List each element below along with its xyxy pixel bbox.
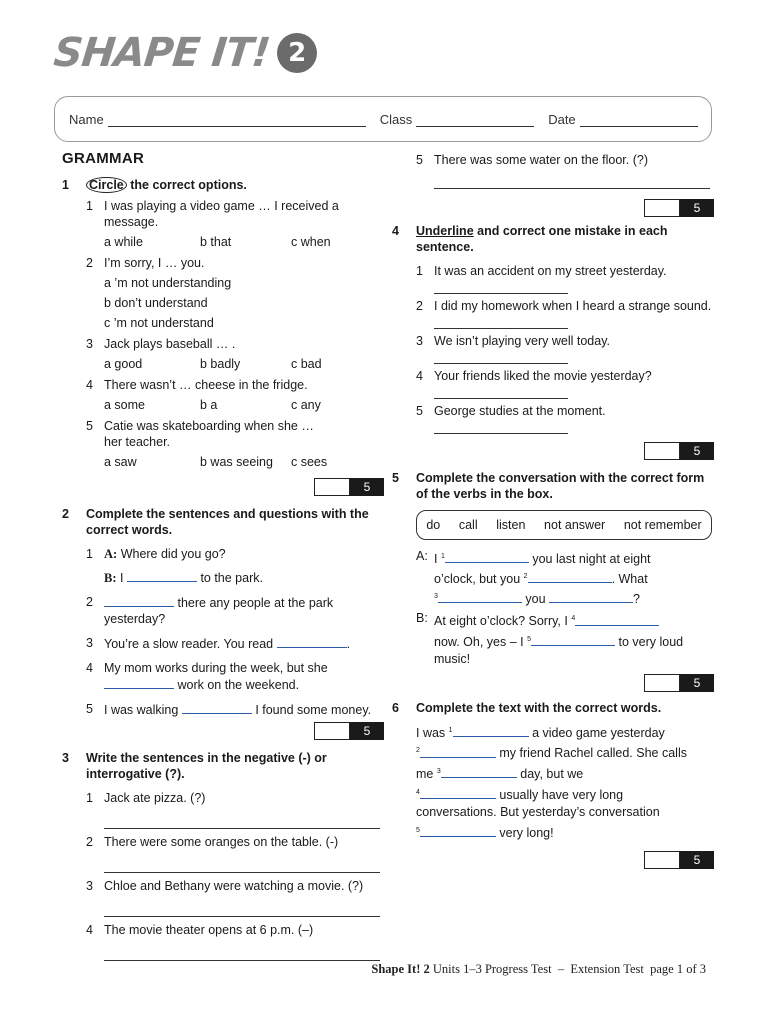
name-field[interactable] — [69, 112, 366, 127]
exercise-6 — [392, 700, 714, 869]
footer-units: Units 1–3 Progress Test — [432, 962, 552, 976]
conversation-line-b2: now. Oh, yes – I $^5$ to very loud — [434, 634, 684, 649]
answer-line[interactable] — [104, 872, 380, 873]
grammar-heading: GRAMMAR — [62, 150, 145, 167]
answer-blank[interactable] — [420, 824, 496, 837]
option[interactable]: b don’t understand — [104, 296, 208, 310]
exercise-3 — [62, 750, 384, 961]
text-line: conversations. But yesterday’s conversation — [416, 805, 660, 820]
circle-word: Circle — [86, 177, 127, 193]
list-item: 2 I did my homework when I heard a strange sound. — [416, 299, 712, 313]
shape-it-logo — [51, 30, 317, 76]
footer-page: page 1 of 3 — [650, 962, 706, 976]
exercise-5 — [392, 470, 714, 692]
footer-test-type: Extension Test — [570, 962, 644, 976]
conversation-line-b3: music! — [434, 651, 471, 666]
footer-title: Shape It! 2 — [371, 962, 430, 976]
speaker-b-label: B: — [416, 611, 428, 626]
answer-blank[interactable] — [182, 701, 252, 714]
list-item: 4 The movie theater opens at 6 p.m. (–) — [86, 923, 314, 937]
answer-blank[interactable] — [575, 613, 659, 626]
logo-text: SHAPE IT! — [51, 30, 272, 76]
answer-line[interactable] — [434, 398, 568, 399]
exercise-4-title: 4 Underline and correct one mistake in each sentence. — [392, 224, 668, 254]
score-box: 5 — [392, 442, 714, 460]
options-row[interactable]: a some b a c any — [104, 398, 321, 412]
list-item: 3 You’re a slow reader. You read . — [86, 636, 351, 651]
score-box: 5 — [62, 722, 384, 740]
class-field[interactable] — [380, 112, 535, 127]
exercise-1 — [62, 177, 384, 496]
date-field[interactable] — [548, 112, 697, 127]
logo-level-badge: 2 — [277, 33, 317, 73]
underline-word: Underline — [416, 224, 474, 238]
answer-blank[interactable] — [104, 594, 174, 607]
list-item: 5 There was some water on the floor. (?) — [416, 153, 648, 167]
list-item: 1 It was an accident on my street yesterday. — [416, 264, 667, 278]
text-line: me $^3$ day, but we — [416, 767, 584, 782]
exercise-6-title: 6 Complete the text with the correct words. — [392, 700, 662, 715]
answer-blank[interactable] — [277, 635, 347, 648]
list-item: 5 Catie was skateboarding when she … her teacher. — [86, 419, 314, 449]
exercise-5-title: 5 Complete the conversation with the correct form of the verbs in the box. — [392, 471, 705, 501]
score-input[interactable] — [644, 674, 680, 692]
answer-blank[interactable] — [420, 745, 496, 758]
date-label: Date — [548, 111, 576, 127]
answer-blank[interactable] — [127, 569, 197, 582]
answer-blank[interactable] — [420, 786, 496, 799]
options-row[interactable]: a while b that c when — [104, 235, 331, 249]
answer-line[interactable] — [434, 293, 568, 294]
score-input[interactable] — [314, 722, 350, 740]
answer-line[interactable] — [434, 328, 568, 329]
list-item: 2 I’m sorry, I … you. — [86, 256, 205, 270]
word-box-item: not remember — [623, 518, 702, 532]
answer-blank[interactable] — [453, 724, 529, 737]
score-input[interactable] — [314, 478, 350, 496]
student-info-box — [54, 96, 712, 142]
score-input[interactable] — [644, 442, 680, 460]
answer-blank[interactable] — [104, 676, 174, 689]
right-column — [392, 152, 714, 869]
answer-blank[interactable] — [438, 590, 522, 603]
name-line[interactable] — [108, 113, 366, 127]
text-line: $^4$ usually have very long — [416, 787, 624, 802]
list-item: 4 Your friends liked the movie yesterday? — [416, 369, 652, 383]
option[interactable]: c ’m not understand — [104, 316, 214, 330]
conversation-line-b: B: At eight o’clock? Sorry, I $^4$ — [416, 610, 714, 630]
word-box-item: do — [426, 518, 441, 532]
exercise-1-title: 1 Circle the correct options. — [62, 178, 247, 192]
answer-line[interactable] — [434, 188, 710, 189]
word-box-item: call — [458, 518, 478, 532]
list-item: 1 A: Where did you go? — [86, 547, 226, 561]
score-input[interactable] — [644, 199, 680, 217]
page-footer: Shape It! 2 Units 1–3 Progress Test – Extension Test page 1 of 3 — [371, 962, 706, 976]
list-item: 1 Jack ate pizza. (?) — [86, 791, 206, 805]
word-box-item: not answer — [544, 518, 606, 532]
exercise-2 — [62, 506, 384, 740]
list-item: 4 There wasn’t … cheese in the fridge. — [86, 378, 308, 392]
class-line[interactable] — [416, 113, 534, 127]
answer-blank[interactable] — [531, 633, 615, 646]
exercise-2-title: 2 Complete the sentences and questions with the correct words. — [62, 507, 369, 537]
text-line: $^5$ very long! — [416, 826, 554, 841]
name-label: Name — [69, 111, 104, 127]
score-box: 5 — [392, 199, 714, 217]
conversation-line-a2: o’clock, but you $^2$ . What — [434, 572, 648, 587]
word-box-item: listen — [496, 518, 526, 532]
list-item: 5 George studies at the moment. — [416, 404, 606, 418]
date-line[interactable] — [580, 113, 698, 127]
list-item: 1 I was playing a video game … I received a message. — [86, 199, 339, 229]
score-input[interactable] — [644, 851, 680, 869]
option[interactable]: a ’m not understanding — [104, 276, 232, 290]
word-box — [416, 510, 712, 540]
class-label: Class — [379, 111, 413, 127]
list-item: 2 There were some oranges on the table. (-) — [86, 835, 339, 849]
exercise-4 — [392, 223, 714, 460]
list-item: 3 Jack plays baseball … . — [86, 337, 236, 351]
exercise-3-title: 3 Write the sentences in the negative (-) or interrogative (?). — [62, 751, 327, 781]
score-box: 5 — [392, 674, 714, 692]
answer-line[interactable] — [104, 960, 380, 961]
conversation-line-a: A: I $^1$ you last night at eight — [416, 549, 651, 567]
list-item: 5 I was walking I found some money. — [86, 702, 372, 717]
answer-line[interactable] — [104, 828, 380, 829]
answer-blank[interactable] — [549, 590, 633, 603]
speaker-a-label: A: — [416, 549, 428, 563]
answer-blank[interactable] — [528, 570, 612, 583]
list-item: 3 We isn’t playing very well today. — [416, 334, 611, 348]
list-item: B: I to the park. — [104, 571, 263, 585]
answer-blank[interactable] — [441, 765, 517, 778]
conversation-line-a3: $^3$ you ? — [434, 592, 640, 607]
options-row[interactable]: a good b badly c bad — [104, 357, 322, 371]
answer-line[interactable] — [434, 363, 568, 364]
list-item: 3 Chloe and Bethany were watching a movie. (?) — [86, 879, 364, 893]
answer-line[interactable] — [104, 916, 380, 917]
answer-blank[interactable] — [445, 550, 529, 563]
list-item: 2 there any people at the park yesterday? — [86, 595, 334, 626]
options-row[interactable]: a saw b was seeing c sees — [104, 455, 328, 469]
text-line: I was $^1$ a video game yesterday — [416, 725, 665, 740]
text-line: $^2$ my friend Rachel called. She calls — [416, 746, 687, 761]
answer-line[interactable] — [434, 433, 568, 434]
list-item: 4 My mom works during the week, but she work on the weekend. — [86, 661, 328, 692]
score-box: 5 — [62, 478, 384, 496]
left-column — [62, 150, 384, 961]
score-box: 5 — [392, 851, 714, 869]
